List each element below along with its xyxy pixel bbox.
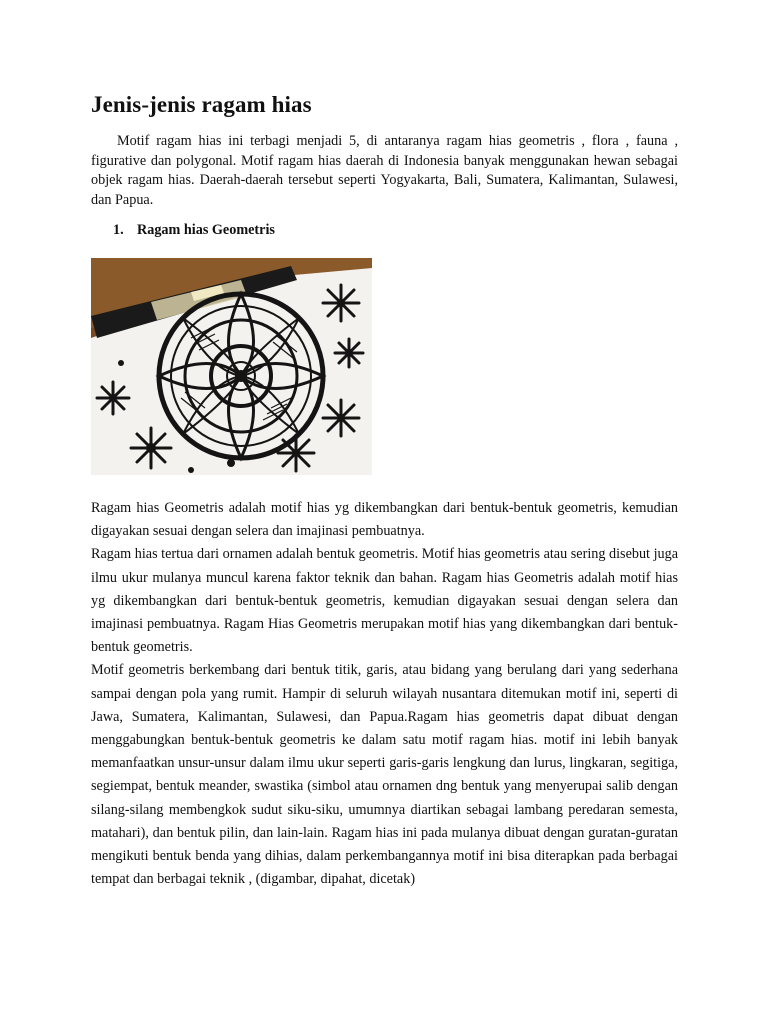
geometric-ornament-photo [91,258,372,475]
section-heading-text: Ragam hias Geometris [137,222,275,238]
paragraph: Ragam hias tertua dari ornamen adalah bentuk geometris. Motif hias geometris atau sering disebut juga ilmu ukur mulanya muncul karena faktor teknik dan bahan. Ragam hias Geometris adalah motif hias yg dikembangkan dari bentuk-bentuk geometris, kemudian digayakan sesuai dengan selera dan imajinasi pembuatnya. Ragam Hias Geometris merupakan motif hias yang dikembangkan dari bentuk-bentuk geometris. [91,546,678,656]
paragraph: Motif geometris berkembang dari bentuk titik, garis, atau bidang yang berulang dari yang sederhana sampai dengan pola yang rumit. Hampir di seluruh wilayah nusantara ditemukan motif ini, seperti di Jawa, Sumatera, Kalimantan, Sulawesi, dan Papua.Ragam hias geometris dapat dibuat dengan menggabungkan bentuk-bentuk geometris ke dalam satu motif ragam hias. motif ini lebih banyak memanfaatkan unsur-unsur dalam ilmu ukur seperti garis-garis lengkung dan lurus, lingkaran, segitiga, segiempat, bentuk meander, swastika (simbol atau ornamen dng bentuk yang menyerupai salib dengan silang-silang membengkok sudut siku-siku, umumnya diartikan sebagai lambang peredaran semesta, matahari), dan bentuk pilin, dan lain-lain. Ragam hias ini pada mulanya dibuat dengan guratan-guratan mengikuti bentuk benda yang dihias, dalam perkembangannya motif ini bisa diterapkan pada berbagai tempat dan berbagai teknik , (digambar, dipahat, dicetak) [91,662,678,888]
page-title: Jenis-jenis ragam hias [91,92,312,117]
paragraph: Ragam hias Geometris adalah motif hias yg dikembangkan dari bentuk-bentuk geometris, kemudian digayakan sesuai dengan selera dan imajinasi pembuatnya. [91,500,678,540]
body-text [91,497,678,891]
section-number: 1. [113,222,124,238]
intro-paragraph: Motif ragam hias ini terbagi menjadi 5, di antaranya ragam hias geometris , flora , fauna , figurative dan polygonal. Motif ragam hias daerah di Indonesia banyak menggunakan hewan sebagai objek ragam hias. Daerah-daerah tersebut seperti Yogyakarta, Bali, Sumatera, Kalimantan, Sulawesi, dan Papua. [91,133,678,208]
section-heading [113,222,275,239]
